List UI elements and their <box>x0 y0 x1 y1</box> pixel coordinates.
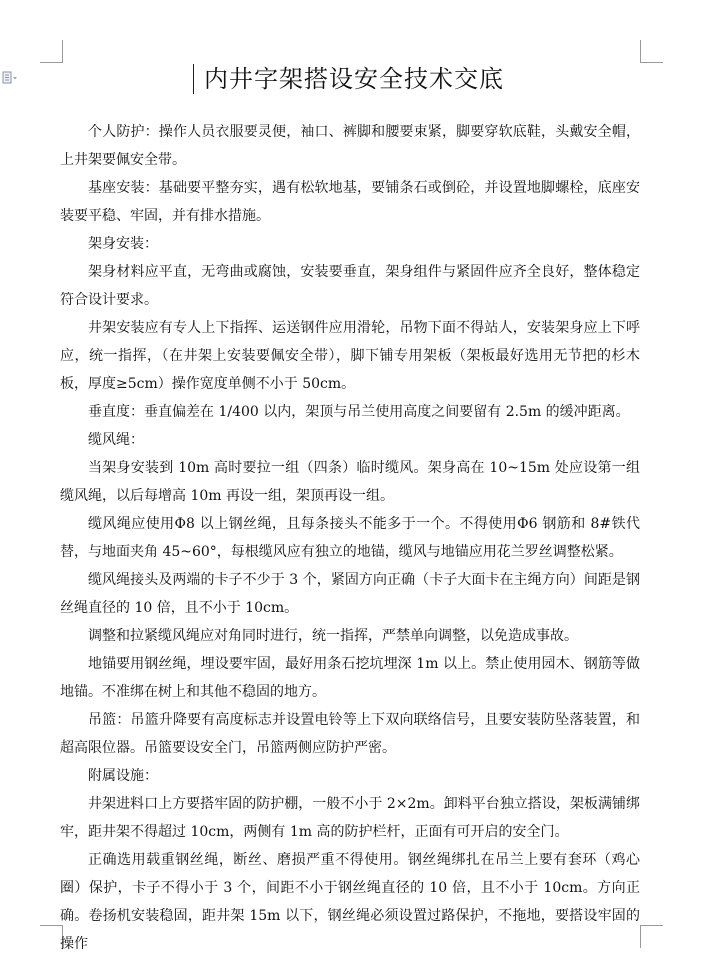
section-heading[interactable]: 附属设施： <box>88 768 158 784</box>
paragraph[interactable]: 井架进料口上方要搭牢固的防护棚，一般不小于 2×2m。卸料平台独立搭设，架板满铺绑牢，距井架不得超过 10cm，两侧有 1m 高的防护栏杆，正面有可开启的安全门。 <box>60 796 640 840</box>
margin-corner-top-left <box>40 40 63 63</box>
section-heading[interactable]: 缆风绳： <box>88 432 144 448</box>
document-title[interactable]: 内井字架搭设安全技术交底 <box>204 65 504 93</box>
margin-corner-bottom-right <box>640 925 663 948</box>
section-heading[interactable]: 架身安装： <box>88 236 158 252</box>
paragraph[interactable]: 缆风绳接头及两端的卡子不少于 3 个，紧固方向正确（卡子大面卡在主绳方向）间距是钢丝绳直径的 10 倍，且不小于 10cm。 <box>60 572 640 616</box>
paragraph[interactable]: 基座安装：基础要平整夯实，遇有松软地基，要铺条石或倒砼，并设置地脚螺栓，底座安装要平稳、牢固，并有排水措施。 <box>60 180 640 224</box>
paragraph[interactable]: 正确选用载重钢丝绳，断丝、磨损严重不得使用。钢丝绳绑扎在吊兰上要有套环（鸡心圈）保护，卡子不得小于 3 个，间距不小于钢丝绳直径的 10 倍，且不小于 10cm。方向正确。卷扬机安装稳固，距井架 15m 以下，钢丝绳必须设置过路保护，不拖地，要搭设牢固的操作 <box>60 852 640 952</box>
paragraph[interactable]: 调整和拉紧缆风绳应对角同时进行，统一指挥，严禁单向调整，以免造成事故。 <box>88 628 578 644</box>
paragraph[interactable]: 当架身安装到 10m 高时要拉一组（四条）临时缆风。架身高在 10~15m 处应设第一组缆风绳，以后每增高 10m 再设一组，架顶再设一组。 <box>60 460 640 504</box>
paragraph[interactable]: 缆风绳应使用Φ8 以上钢丝绳，且每条接头不能多于一个。不得使用Φ6 钢筋和 8#铁代替，与地面夹角 45~60°，每根缆风应有独立的地锚，缆风与地锚应用花兰罗丝调整松紧。 <box>60 516 640 560</box>
paragraph[interactable]: 垂直度：垂直偏差在 1/400 以内，架顶与吊兰使用高度之间要留有 2.5m 的缓冲距离。 <box>88 404 630 420</box>
document-body[interactable] <box>60 118 640 958</box>
paragraph[interactable]: 吊篮：吊篮升降要有高度标志并设置电铃等上下双向联络信号，且要安装防坠落装置，和超高限位器。吊篮要设安全门，吊篮两侧应防护严密。 <box>60 712 640 756</box>
paragraph[interactable]: 个人防护：操作人员衣服要灵便，袖口、裤脚和腰要束紧，脚要穿软底鞋，头戴安全帽，上井架要佩安全带。 <box>60 124 640 168</box>
paragraph[interactable]: 井架安装应有专人上下指挥、运送钢件应用滑轮，吊物下面不得站人，安装架身应上下呼应，统一指挥，（在井架上安装要佩安全带），脚下铺专用架板（架板最好选用无节把的杉木板，厚度≥5cm）操作宽度单侧不小于 50cm。 <box>60 320 640 392</box>
paragraph[interactable]: 架身材料应平直，无弯曲或腐蚀，安装要垂直，架身组件与紧固件应齐全良好，整体稳定符合设计要求。 <box>60 264 640 308</box>
margin-corner-top-right <box>640 40 663 63</box>
paragraph[interactable]: 地锚要用钢丝绳，埋设要牢固，最好用条石挖坑埋深 1m 以上。禁止使用园木、钢筋等做地锚。不准绑在树上和其他不稳固的地方。 <box>60 656 640 700</box>
